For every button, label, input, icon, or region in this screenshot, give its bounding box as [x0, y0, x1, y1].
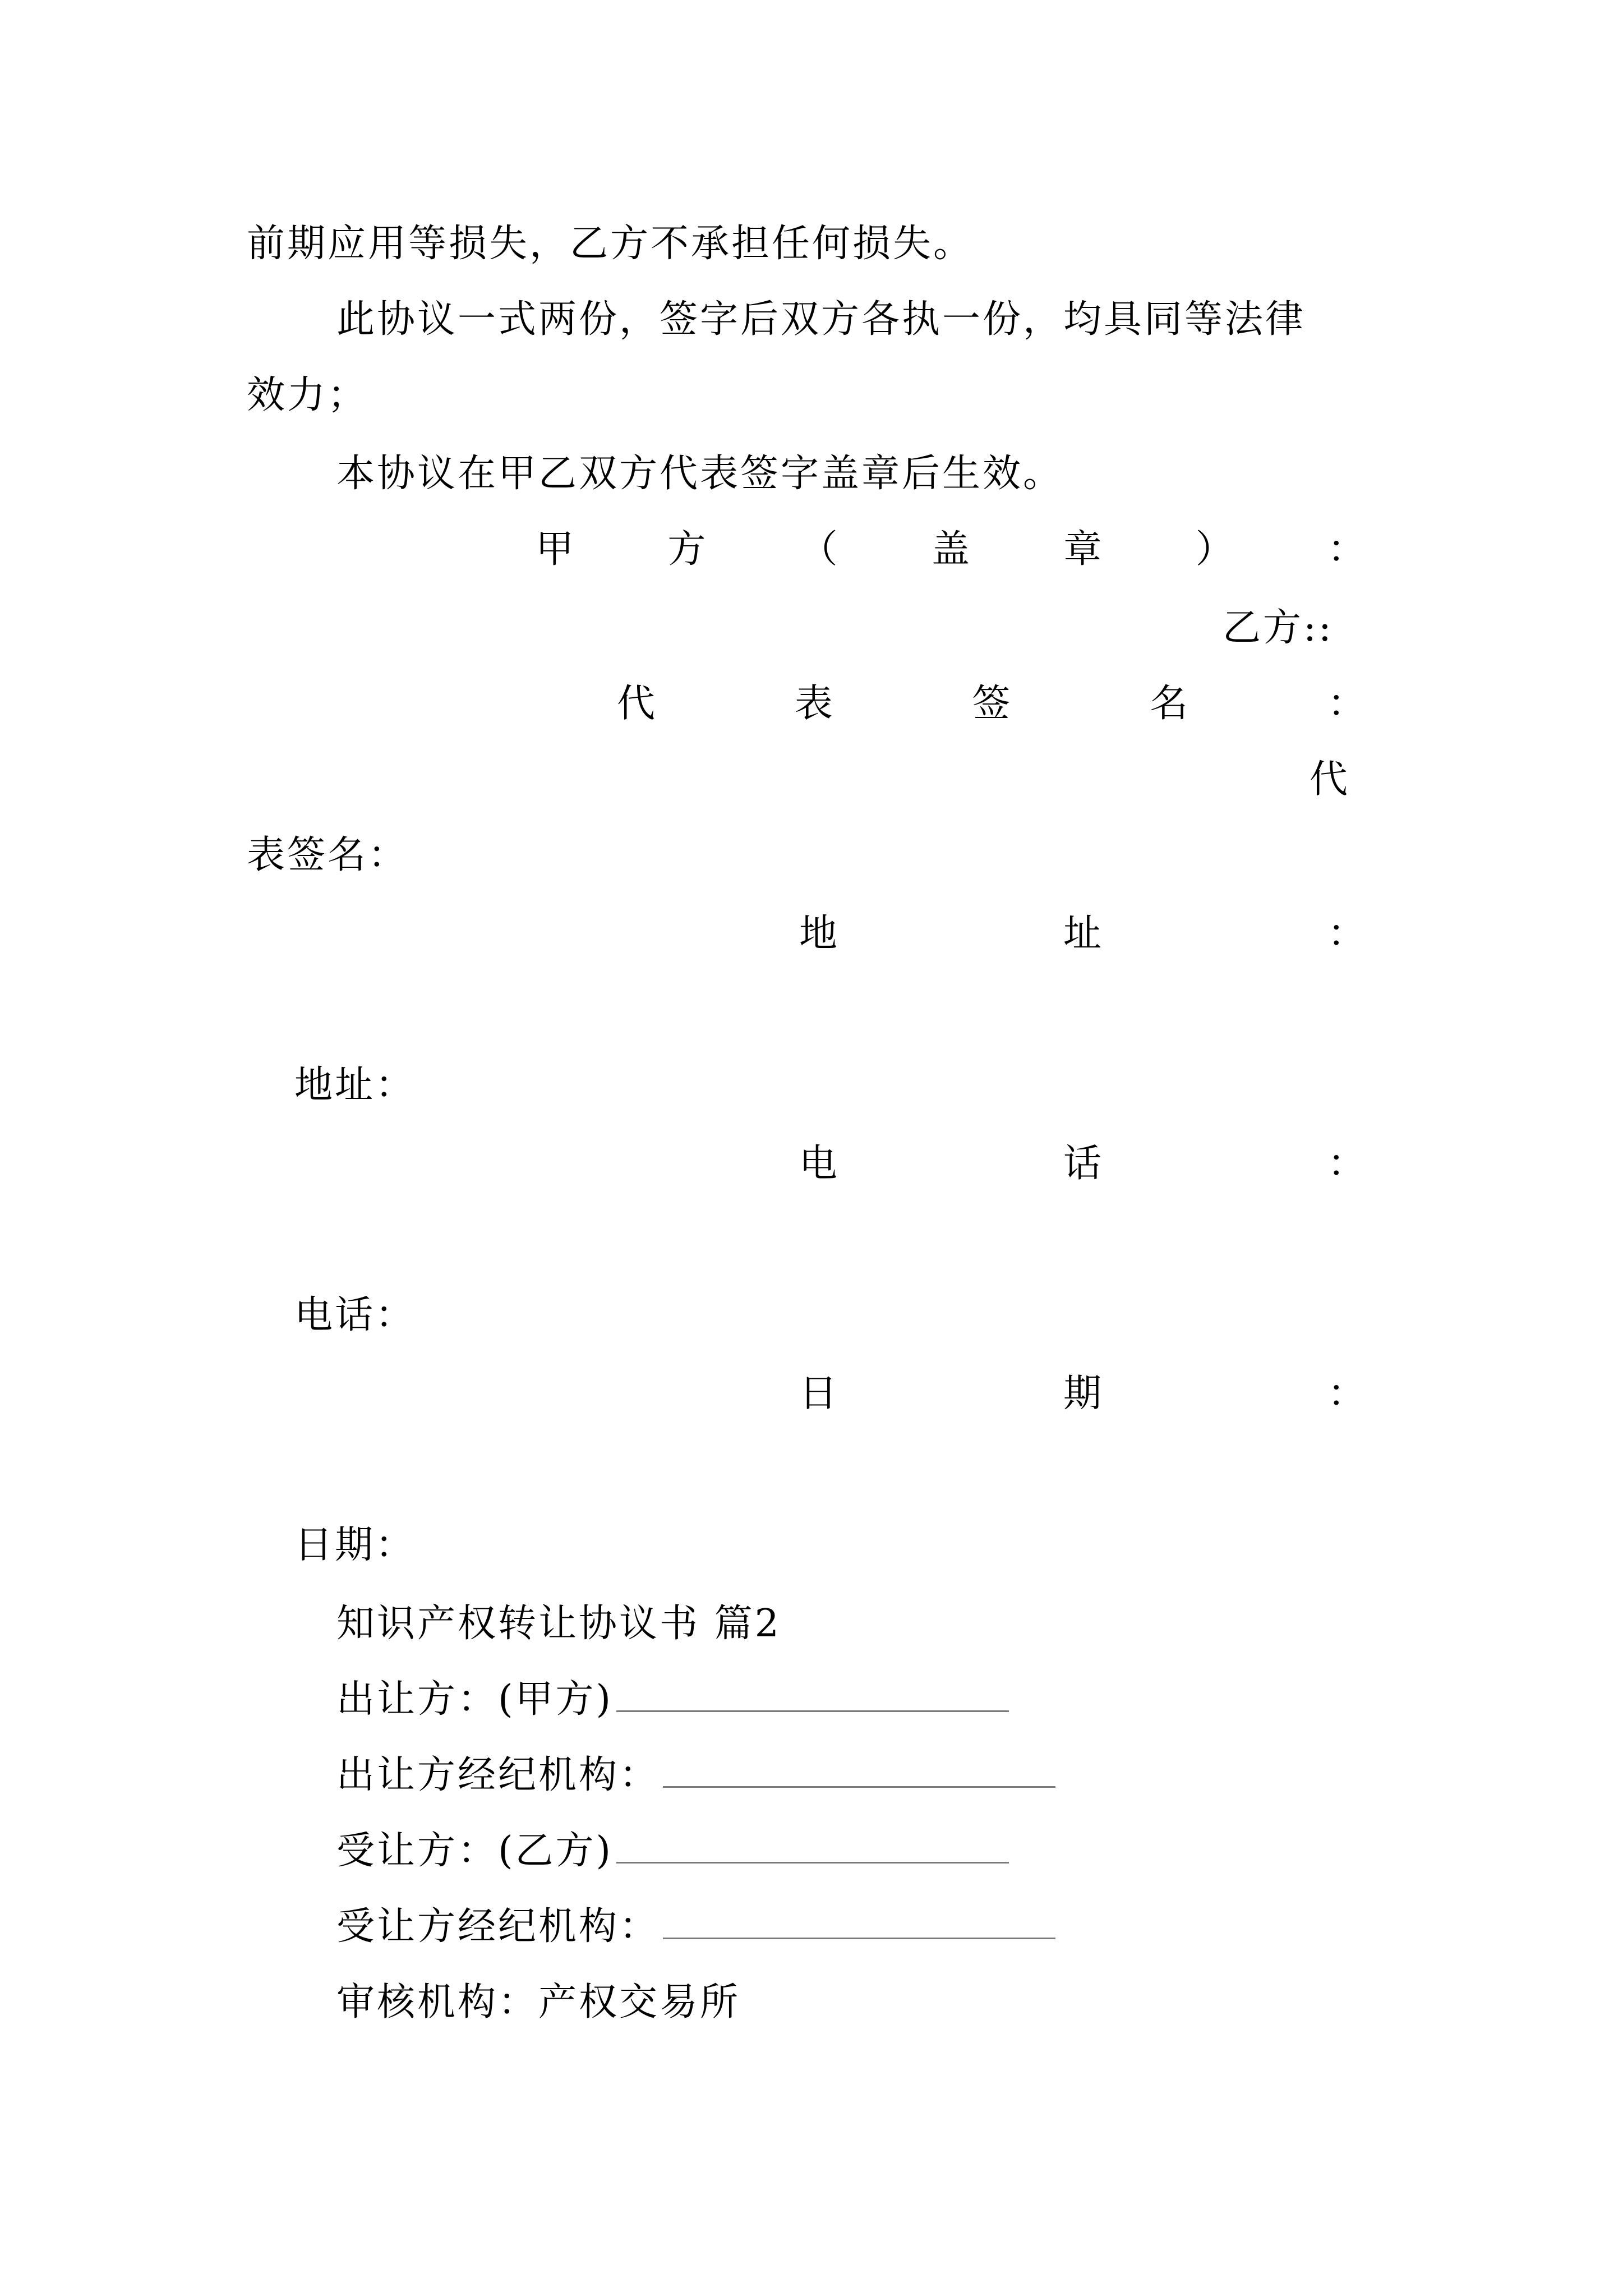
transferee-agent-line — [336, 1902, 1055, 1952]
transferor-agent-label: 出让方经纪机构： — [336, 1753, 660, 1797]
transferee-label: 受让方：(乙方) — [336, 1829, 614, 1873]
date-char: 期 — [1063, 1372, 1101, 1416]
body-para2-line1: 此协议一式两份，签字后双方各执一份，均具同等法律 — [336, 297, 1306, 342]
party-a-char: ： — [1327, 527, 1366, 572]
rep-b-label: 表签名： — [247, 833, 409, 877]
phone-char: 电 — [799, 1142, 838, 1186]
address-char: 址 — [1063, 912, 1101, 956]
party-a-char: 方 — [667, 527, 706, 572]
date-row — [799, 1369, 1366, 1419]
party-a-char: 章 — [1063, 527, 1102, 572]
phone-b-label: 电话： — [294, 1293, 416, 1337]
party-a-char: ） — [1195, 527, 1234, 572]
transferee-line — [336, 1826, 1009, 1876]
rep-char: 表 — [794, 682, 833, 726]
party-b-label: 乙方:: — [1223, 606, 1334, 650]
address-row — [799, 909, 1366, 959]
rep-char: 签 — [972, 682, 1011, 726]
transferee-agent-label: 受让方经纪机构： — [336, 1904, 660, 1949]
transferee-agent-blank[interactable] — [663, 1903, 1055, 1939]
rep-char: 名 — [1150, 682, 1188, 726]
transferor-agent-blank[interactable] — [663, 1751, 1055, 1788]
body-para3: 本协议在甲乙双方代表签字盖章后生效。 — [336, 452, 1064, 496]
transferor-line — [336, 1674, 1009, 1725]
date-char: 日 — [799, 1372, 838, 1416]
date-char: ： — [1327, 1372, 1366, 1416]
rep-char: ： — [1327, 682, 1366, 726]
transferee-blank[interactable] — [616, 1827, 1009, 1864]
body-para2-line2: 效力； — [247, 373, 368, 417]
section2-title: 知识产权转让协议书 篇2 — [336, 1602, 781, 1646]
address-char: ： — [1327, 912, 1366, 956]
address-char: 地 — [799, 912, 838, 956]
transferor-agent-line — [336, 1750, 1055, 1801]
party-a-char: （ — [799, 527, 838, 572]
party-a-char: 甲 — [536, 527, 574, 572]
rep-char: 代 — [617, 682, 656, 726]
review-institution: 审核机构：产权交易所 — [336, 1980, 741, 2024]
party-a-char: 盖 — [931, 527, 970, 572]
transferor-blank[interactable] — [616, 1676, 1009, 1712]
rep-b-first-char: 代 — [1310, 757, 1350, 802]
address-b-label: 地址： — [294, 1063, 416, 1107]
body-line-1: 前期应用等损失，乙方不承担任何损失。 — [247, 222, 974, 266]
rep-signature-row — [617, 679, 1366, 729]
transferor-label: 出让方：(甲方) — [336, 1677, 614, 1722]
phone-row — [799, 1139, 1366, 1189]
phone-char: 话 — [1063, 1142, 1101, 1186]
phone-char: ： — [1327, 1142, 1366, 1186]
date-b-label: 日期： — [294, 1523, 416, 1567]
party-a-seal-row — [536, 524, 1366, 575]
